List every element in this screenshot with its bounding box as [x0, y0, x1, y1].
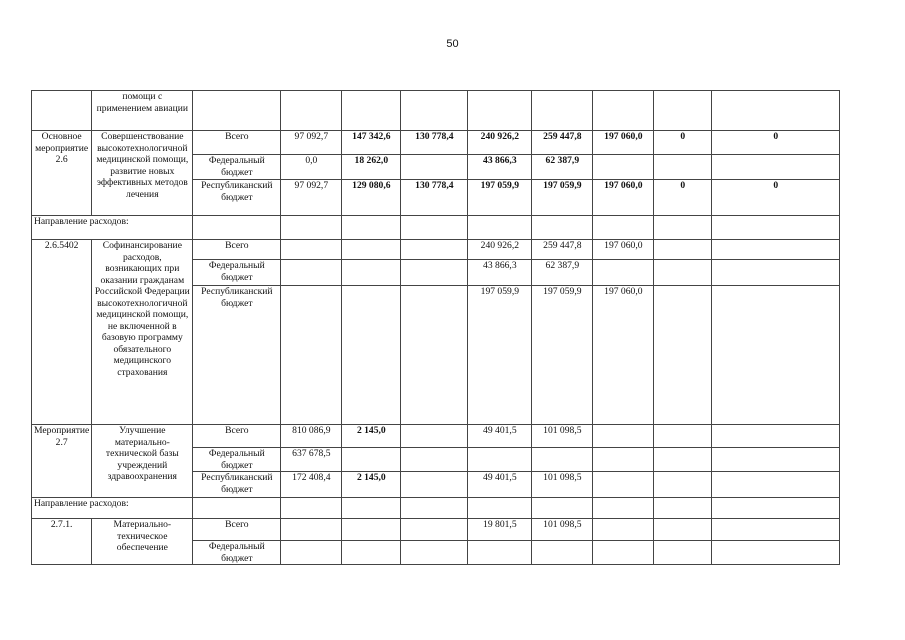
value-cell — [281, 216, 342, 240]
value-cell — [342, 448, 401, 472]
value-cell — [593, 541, 654, 565]
value-cell: 130 778,4 — [401, 180, 468, 216]
value-cell: 197 059,9 — [468, 180, 532, 216]
value-cell — [654, 498, 712, 519]
value-cell: 259 447,8 — [532, 131, 593, 155]
table-row-direction — [32, 216, 840, 240]
activity-name: Софинансирование расходов, возникающих при оказании гражданам Российской Федерации высокотехнологичной медицинской помощи, не включенной в базовую программу обязательного медицинского страхования — [92, 240, 193, 425]
value-cell: 43 866,3 — [468, 155, 532, 180]
funding-source: Республиканский бюджет — [193, 286, 281, 425]
value-cell — [712, 541, 840, 565]
value-cell — [712, 448, 840, 472]
value-cell: 197 059,9 — [532, 286, 593, 425]
value-cell: 43 866,3 — [468, 260, 532, 286]
value-cell: 18 262,0 — [342, 155, 401, 180]
source-cell — [193, 498, 281, 519]
value-cell — [281, 519, 342, 541]
value-cell — [712, 425, 840, 448]
value-cell — [342, 286, 401, 425]
activity-code: Мероприятие 2.7 — [32, 425, 92, 498]
value-cell — [532, 216, 593, 240]
value-cell — [532, 91, 593, 131]
activity-name: Совершенствование высокотехнологичной медицинской помощи, развитие новых эффективных методов лечения — [92, 131, 193, 216]
value-cell — [654, 216, 712, 240]
value-cell: 0 — [712, 131, 840, 155]
value-cell — [342, 498, 401, 519]
value-cell — [401, 240, 468, 260]
value-cell — [593, 155, 654, 180]
source-cell — [193, 91, 281, 131]
value-cell: 197 060,0 — [593, 180, 654, 216]
value-cell — [401, 448, 468, 472]
value-cell — [532, 541, 593, 565]
value-cell — [401, 216, 468, 240]
value-cell — [712, 286, 840, 425]
value-cell — [532, 448, 593, 472]
funding-source: Всего — [193, 131, 281, 155]
value-cell — [401, 519, 468, 541]
value-cell — [401, 91, 468, 131]
table-row-2-6-5402-total — [32, 240, 840, 260]
value-cell — [342, 260, 401, 286]
value-cell — [654, 91, 712, 131]
value-cell — [468, 498, 532, 519]
value-cell — [654, 155, 712, 180]
value-cell — [654, 240, 712, 260]
value-cell — [401, 286, 468, 425]
funding-source: Всего — [193, 425, 281, 448]
value-cell: 197 059,9 — [468, 286, 532, 425]
value-cell — [342, 91, 401, 131]
value-cell: 147 342,6 — [342, 131, 401, 155]
table-row-activity-2-7-total — [32, 425, 840, 448]
funding-source: Федеральный бюджет — [193, 541, 281, 565]
value-cell: 101 098,5 — [532, 519, 593, 541]
value-cell — [281, 286, 342, 425]
funding-source: Федеральный бюджет — [193, 260, 281, 286]
value-cell: 197 060,0 — [593, 240, 654, 260]
value-cell — [401, 541, 468, 565]
activity-name: Материально-техническое обеспечение — [92, 519, 193, 565]
value-cell — [712, 472, 840, 498]
value-cell — [654, 425, 712, 448]
funding-source: Федеральный бюджет — [193, 155, 281, 180]
value-cell: 172 408,4 — [281, 472, 342, 498]
value-cell: 810 086,9 — [281, 425, 342, 448]
value-cell: 19 801,5 — [468, 519, 532, 541]
value-cell — [593, 216, 654, 240]
value-cell — [593, 260, 654, 286]
value-cell: 240 926,2 — [468, 240, 532, 260]
value-cell — [342, 519, 401, 541]
table-row-activity-2-6-total — [32, 131, 840, 155]
funding-source: Федеральный бюджет — [193, 448, 281, 472]
value-cell — [593, 498, 654, 519]
value-cell: 101 098,5 — [532, 425, 593, 448]
value-cell: 197 059,9 — [532, 180, 593, 216]
value-cell: 637 678,5 — [281, 448, 342, 472]
direction-label: Направление расходов: — [32, 216, 193, 240]
value-cell — [281, 91, 342, 131]
value-cell — [342, 541, 401, 565]
funding-source: Республиканский бюджет — [193, 472, 281, 498]
value-cell — [712, 155, 840, 180]
value-cell: 240 926,2 — [468, 131, 532, 155]
value-cell — [593, 425, 654, 448]
value-cell — [654, 519, 712, 541]
value-cell: 49 401,5 — [468, 472, 532, 498]
value-cell — [654, 448, 712, 472]
value-cell: 97 092,7 — [281, 180, 342, 216]
value-cell: 2 145,0 — [342, 425, 401, 448]
table-row-direction — [32, 498, 840, 519]
value-cell — [281, 240, 342, 260]
activity-name: Улучшение материально-технической базы учреждений здравоохранения — [92, 425, 193, 498]
value-cell — [468, 91, 532, 131]
source-cell — [193, 216, 281, 240]
value-cell: 197 060,0 — [593, 286, 654, 425]
value-cell: 259 447,8 — [532, 240, 593, 260]
value-cell — [401, 472, 468, 498]
value-cell — [654, 541, 712, 565]
value-cell — [712, 240, 840, 260]
value-cell — [342, 216, 401, 240]
value-cell — [712, 91, 840, 131]
value-cell — [593, 472, 654, 498]
value-cell: 130 778,4 — [401, 131, 468, 155]
value-cell — [281, 541, 342, 565]
value-cell — [712, 498, 840, 519]
value-cell: 129 080,6 — [342, 180, 401, 216]
value-cell: 2 145,0 — [342, 472, 401, 498]
value-cell — [593, 91, 654, 131]
value-cell — [401, 498, 468, 519]
funding-source: Всего — [193, 519, 281, 541]
value-cell — [654, 472, 712, 498]
value-cell: 0 — [712, 180, 840, 216]
value-cell — [468, 541, 532, 565]
value-cell: 197 060,0 — [593, 131, 654, 155]
activity-name: помощи с применением авиации — [92, 91, 193, 131]
page-number: 50 — [446, 38, 459, 50]
value-cell: 62 387,9 — [532, 260, 593, 286]
value-cell — [712, 260, 840, 286]
value-cell — [593, 448, 654, 472]
value-cell: 97 092,7 — [281, 131, 342, 155]
value-cell — [712, 216, 840, 240]
value-cell — [654, 260, 712, 286]
value-cell — [401, 425, 468, 448]
value-cell: 0 — [654, 131, 712, 155]
table-row-2-7-1-total — [32, 519, 840, 541]
value-cell: 62 387,9 — [532, 155, 593, 180]
activity-code: 2.7.1. — [32, 519, 92, 565]
value-cell — [654, 286, 712, 425]
value-cell — [468, 448, 532, 472]
funding-source: Республиканский бюджет — [193, 180, 281, 216]
value-cell: 49 401,5 — [468, 425, 532, 448]
value-cell — [281, 260, 342, 286]
value-cell — [468, 216, 532, 240]
value-cell — [593, 519, 654, 541]
value-cell — [401, 155, 468, 180]
code-cell — [32, 91, 92, 131]
value-cell — [401, 260, 468, 286]
value-cell — [281, 498, 342, 519]
value-cell: 0,0 — [281, 155, 342, 180]
value-cell: 0 — [654, 180, 712, 216]
activity-code: Основное мероприятие 2.6 — [32, 131, 92, 216]
funding-source: Всего — [193, 240, 281, 260]
direction-label: Направление расходов: — [32, 498, 193, 519]
table-row-continuation — [32, 91, 840, 131]
value-cell — [342, 240, 401, 260]
value-cell — [532, 498, 593, 519]
value-cell — [712, 519, 840, 541]
activity-code: 2.6.5402 — [32, 240, 92, 425]
budget-table — [31, 90, 840, 565]
value-cell: 101 098,5 — [532, 472, 593, 498]
